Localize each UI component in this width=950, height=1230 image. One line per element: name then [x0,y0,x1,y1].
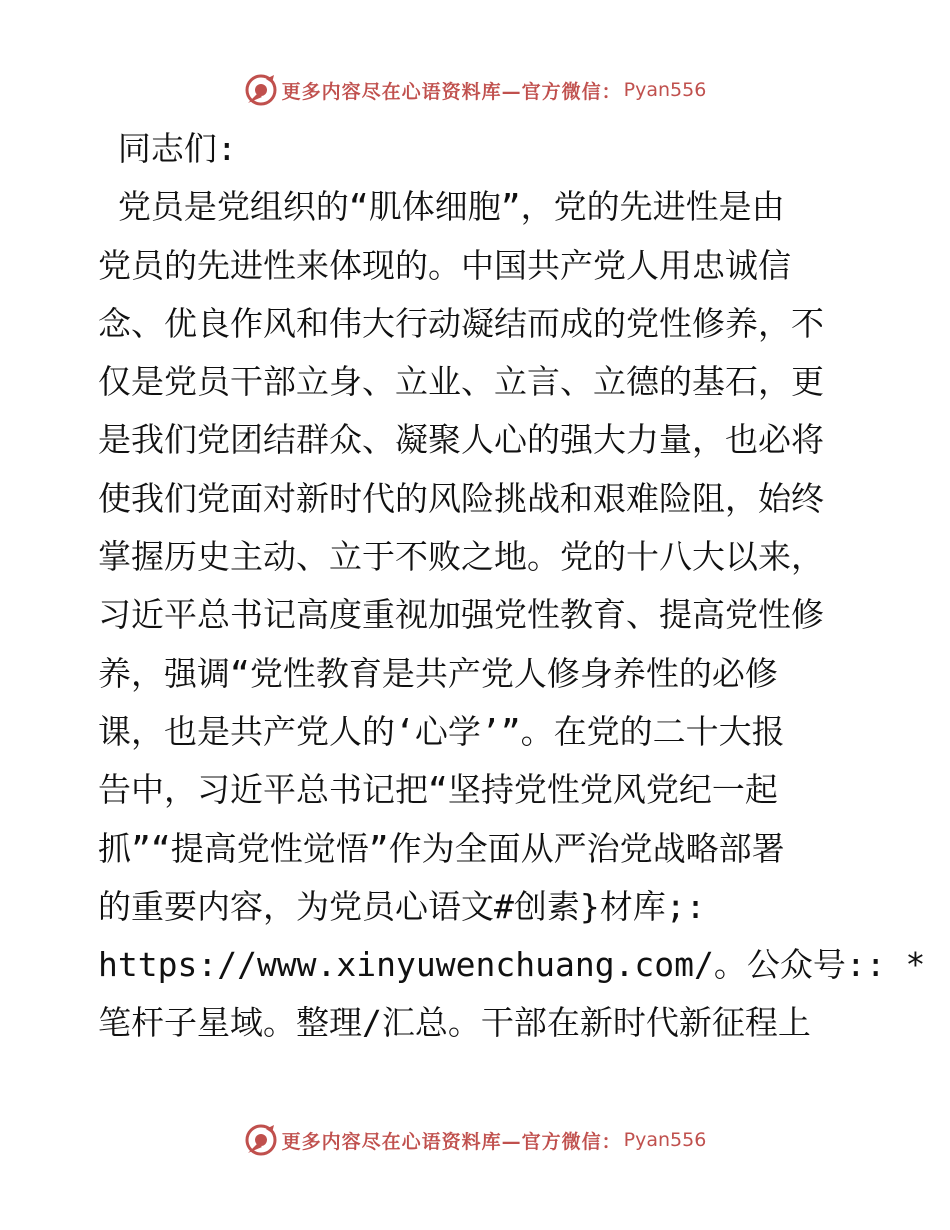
text-line: 党员的先进性来体现的。中国共产党人用忠诚信 [98,245,791,285]
text-line: 习近平总书记高度重视加强党性教育、提高党性修 [98,595,824,635]
header-banner [0,70,950,110]
text-line: 的重要内容，为党员心语文#创素}材库;: [98,886,706,926]
header-wechat-id: Pyan556 [623,79,707,101]
footer-wechat-id: Pyan556 [623,1129,707,1151]
footer-banner [0,1120,950,1160]
text-line: 抓”“提高党性觉悟”作为全面从严治党战略部署 [98,828,785,868]
header-banner-text: 更多内容尽在心语资料库—官方微信： [281,80,622,103]
text-line: 仅是党员干部立身、立业、立言、立德的基石，更 [98,362,824,402]
text-line: 是我们党团结群众、凝聚人心的强大力量，也必将 [98,420,824,460]
text-line: 笔杆子星域。整理/汇总。干部在新时代新征程上 [98,1003,811,1043]
text-line: 掌握历史主动、立于不败之地。党的十八大以来， [98,537,824,577]
text-line: 课，也是共产党人的‘心学’”。在党的二十大报 [98,711,785,751]
text-line: 使我们党面对新时代的风险挑战和艰难险阻，始终 [98,478,824,518]
text-line: 同志们: [98,129,237,168]
pen-logo-icon [244,73,278,107]
text-line: https://www.xinyuwenchuang.com/。公众号:: * [98,945,926,985]
text-line: 党员是党组织的“肌体细胞”，党的先进性是由 [98,187,785,227]
document-body [98,120,926,1053]
text-line: 告中，习近平总书记把“坚持党性党风党纪一起 [98,770,778,810]
text-line: 念、优良作风和伟大行动凝结而成的党性修养，不 [98,303,824,343]
footer-banner-text: 更多内容尽在心语资料库—官方微信： [281,1130,622,1153]
text-line: 养，强调“党性教育是共产党人修身养性的必修 [98,653,778,693]
pen-logo-icon [244,1123,278,1157]
